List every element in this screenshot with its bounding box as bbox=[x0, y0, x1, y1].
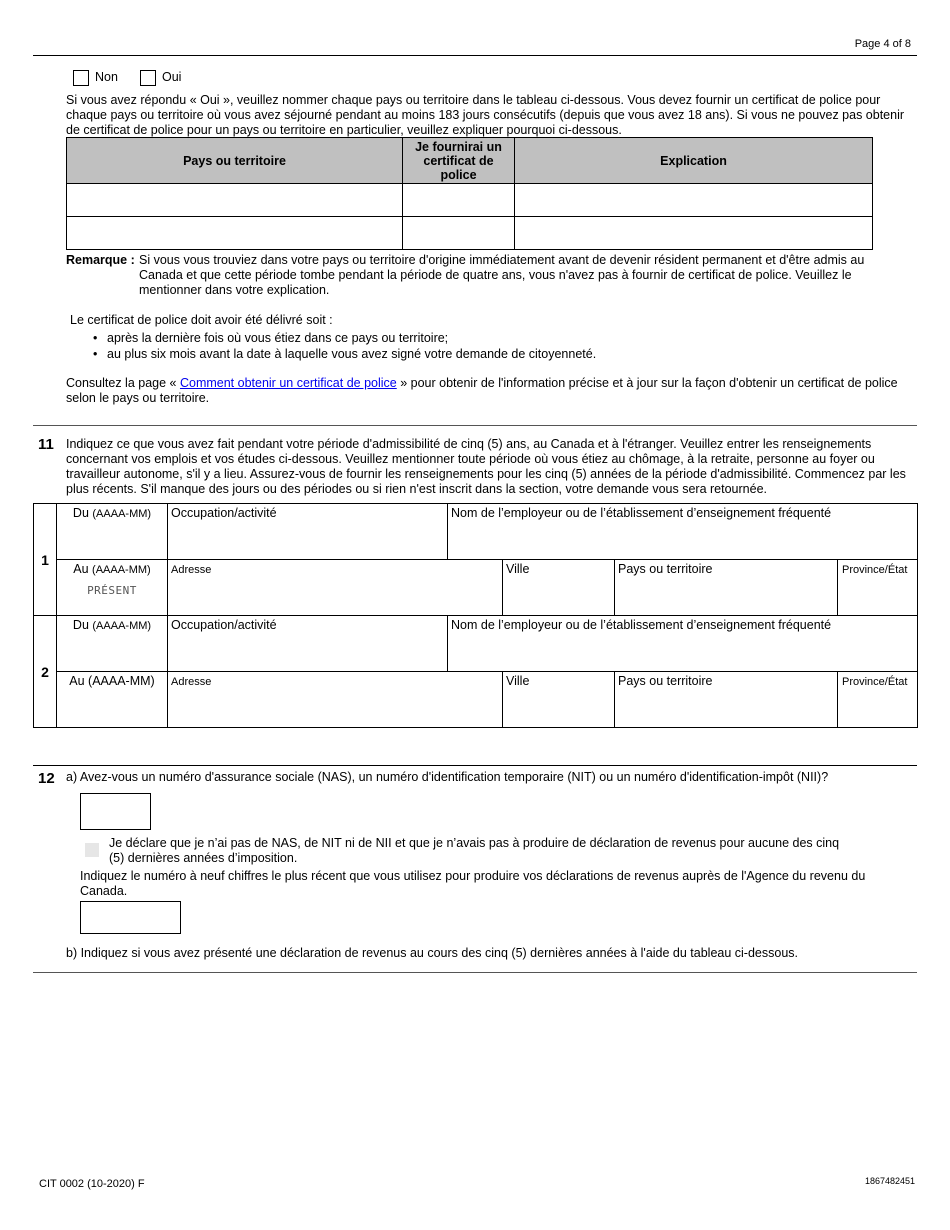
employer-label: Nom de l’employeur ou de l’établissement d’enseignement fréquenté bbox=[451, 618, 832, 632]
employer-label: Nom de l’employeur ou de l’établissement d’enseignement fréquenté bbox=[451, 506, 832, 520]
no-checkbox[interactable] bbox=[73, 70, 89, 86]
header-rule bbox=[33, 55, 917, 56]
no-sin-checkbox[interactable] bbox=[85, 843, 99, 857]
from-label: Du bbox=[72, 506, 89, 520]
occupation-label: Occupation/activité bbox=[171, 618, 277, 632]
from-label: Du bbox=[72, 618, 89, 632]
occupation-field[interactable] bbox=[168, 504, 448, 560]
no-sin-declaration: Je déclare que je n’ai pas de NAS, de NIT ni de NII et que je n’avais pas à produire de déclaration de revenus pour aucune des cinq (5) dernières années d’imposition. bbox=[109, 836, 840, 865]
country-cell[interactable] bbox=[67, 217, 403, 250]
cert-conditions-list bbox=[93, 330, 596, 362]
from-format: (AAAA-MM) bbox=[92, 508, 152, 520]
explanation-cell[interactable] bbox=[515, 217, 873, 250]
from-date-field[interactable] bbox=[57, 504, 168, 560]
no-label: Non bbox=[95, 70, 118, 84]
to-format: (AAAA-MM) bbox=[92, 564, 151, 576]
sin-input[interactable] bbox=[80, 793, 151, 830]
form-id: CIT 0002 (10-2020) F bbox=[39, 1178, 145, 1190]
from-format: (AAAA-MM) bbox=[92, 620, 152, 632]
header-will-provide bbox=[403, 138, 515, 184]
address-label: Adresse bbox=[171, 564, 212, 576]
question-11-instructions: Indiquez ce que vous avez fait pendant votre période d'admissibilité de cinq (5) ans, au Canada et à l'étranger. Veuillez entrer les renseignements concernant vos emplois et vos études ci-dessous. Veuillez mentionner toute période où vous étiez au chômage, à la retraite, personne au foyer ou travailleur autonome, s'il y a lieu. Assurez-vous de fournir les renseignements pour les cinq (5) années de la période d'admissibilité. Commencez par les plus récents. S'il manque des jours ou des périodes ou si rien n'est inscrit dans la section, votre demande vous sera retournée. bbox=[66, 437, 906, 496]
nine-digit-instructions: Indiquez le numéro à neuf chiffres le plus récent que vous utilisez pour produire vos déclarations de revenus auprès de l'Agence du revenu du Canada. bbox=[80, 869, 866, 898]
country-label: Pays ou territoire bbox=[618, 674, 713, 688]
address-field[interactable] bbox=[168, 672, 503, 728]
to-label-full: Au (AAAA-MM) bbox=[69, 674, 155, 688]
cert-intro: Le certificat de police doit avoir été délivré soit : bbox=[70, 313, 333, 327]
question-12b: b) Indiquez si vous avez présenté une déclaration de revenus au cours des cinq (5) dernières années à l'aide du tableau ci-dessous. bbox=[66, 946, 799, 960]
country-field[interactable] bbox=[615, 560, 838, 616]
consult-post: » pour obtenir de l'information précise et à jour sur la façon d'obtenir un certificat de police selon le pays ou territoire. bbox=[66, 376, 898, 405]
barcode-number: 1867482451 bbox=[864, 1176, 915, 1186]
will-provide-cell[interactable] bbox=[403, 217, 515, 250]
row-number: 1 bbox=[34, 504, 57, 616]
present-value: PRÉSENT bbox=[87, 584, 137, 597]
country-label: Pays ou territoire bbox=[618, 562, 713, 576]
police-certificate-table bbox=[66, 137, 873, 250]
yes-label: Oui bbox=[162, 70, 182, 84]
occupation-label: Occupation/activité bbox=[171, 506, 277, 520]
question-12a: a) Avez-vous un numéro d'assurance sociale (NAS), un numéro d'identification temporaire (NIT) ou un numéro d'identification-impôt (NII)? bbox=[66, 770, 829, 784]
consult-paragraph bbox=[66, 376, 912, 406]
employer-field[interactable] bbox=[448, 616, 918, 672]
address-field[interactable] bbox=[168, 560, 503, 616]
address-label: Adresse bbox=[171, 676, 212, 688]
header-explanation: Explication bbox=[515, 138, 873, 184]
remark-label: Remarque : bbox=[66, 253, 135, 267]
question-11-number: 11 bbox=[38, 436, 54, 453]
yes-checkbox[interactable] bbox=[140, 70, 156, 86]
police-cert-instructions: Si vous avez répondu « Oui », veuillez nommer chaque pays ou territoire dans le tableau ci-dessous. Vous devez fournir un certificat de police pour chaque pays ou territoire où vous avez séjourné pendant au moins 183 jours consécutifs (depuis que vous avez 18 ans). Si vous ne pouvez pas obtenir de certificat de police pour un pays ou territoire en particulier, veuillez expliquer pourquoi ci-dessous. bbox=[66, 93, 905, 137]
header-will-provide-text: Je fournirai un certificat de police bbox=[415, 139, 502, 182]
nine-digit-input[interactable] bbox=[80, 901, 181, 934]
province-field[interactable] bbox=[838, 560, 918, 616]
to-date-field[interactable] bbox=[57, 560, 168, 616]
from-date-field[interactable] bbox=[57, 616, 168, 672]
list-item: • au plus six mois avant la date à laquelle vous avez signé votre demande de citoyenneté. bbox=[93, 346, 596, 362]
list-item: • après la dernière fois où vous étiez dans ce pays ou territoire; bbox=[93, 330, 596, 346]
will-provide-cell[interactable] bbox=[403, 184, 515, 217]
occupation-field[interactable] bbox=[168, 616, 448, 672]
to-label: Au bbox=[73, 562, 89, 576]
section-divider bbox=[33, 425, 917, 426]
police-cert-link[interactable]: Comment obtenir un certificat de police bbox=[179, 376, 397, 390]
explanation-cell[interactable] bbox=[515, 184, 873, 217]
city-label: Ville bbox=[506, 562, 530, 576]
city-label: Ville bbox=[506, 674, 530, 688]
province-label: Province/État bbox=[842, 676, 908, 688]
section-divider bbox=[33, 765, 917, 766]
employer-field[interactable] bbox=[448, 504, 918, 560]
employment-history-table bbox=[33, 503, 918, 728]
consult-pre: Consultez la page « bbox=[66, 376, 180, 390]
country-field[interactable] bbox=[615, 672, 838, 728]
city-field[interactable] bbox=[503, 560, 615, 616]
province-label: Province/État bbox=[842, 564, 908, 576]
header-country: Pays ou territoire bbox=[67, 138, 403, 184]
province-field[interactable] bbox=[838, 672, 918, 728]
remark-text: Si vous vous trouviez dans votre pays ou territoire d'origine immédiatement avant de devenir résident permanent et d'être admis au Canada et que cette période tombe pendant la période de quatre ans, vous n'avez pas à fournir de certificat de police. Veuillez le mentionner dans votre explication. bbox=[139, 253, 865, 297]
section-divider bbox=[33, 972, 917, 973]
to-date-field[interactable] bbox=[57, 672, 168, 728]
row-number: 2 bbox=[34, 616, 57, 728]
question-12-number: 12 bbox=[38, 770, 55, 787]
city-field[interactable] bbox=[503, 672, 615, 728]
page-number: Page 4 of 8 bbox=[854, 38, 911, 50]
country-cell[interactable] bbox=[67, 184, 403, 217]
